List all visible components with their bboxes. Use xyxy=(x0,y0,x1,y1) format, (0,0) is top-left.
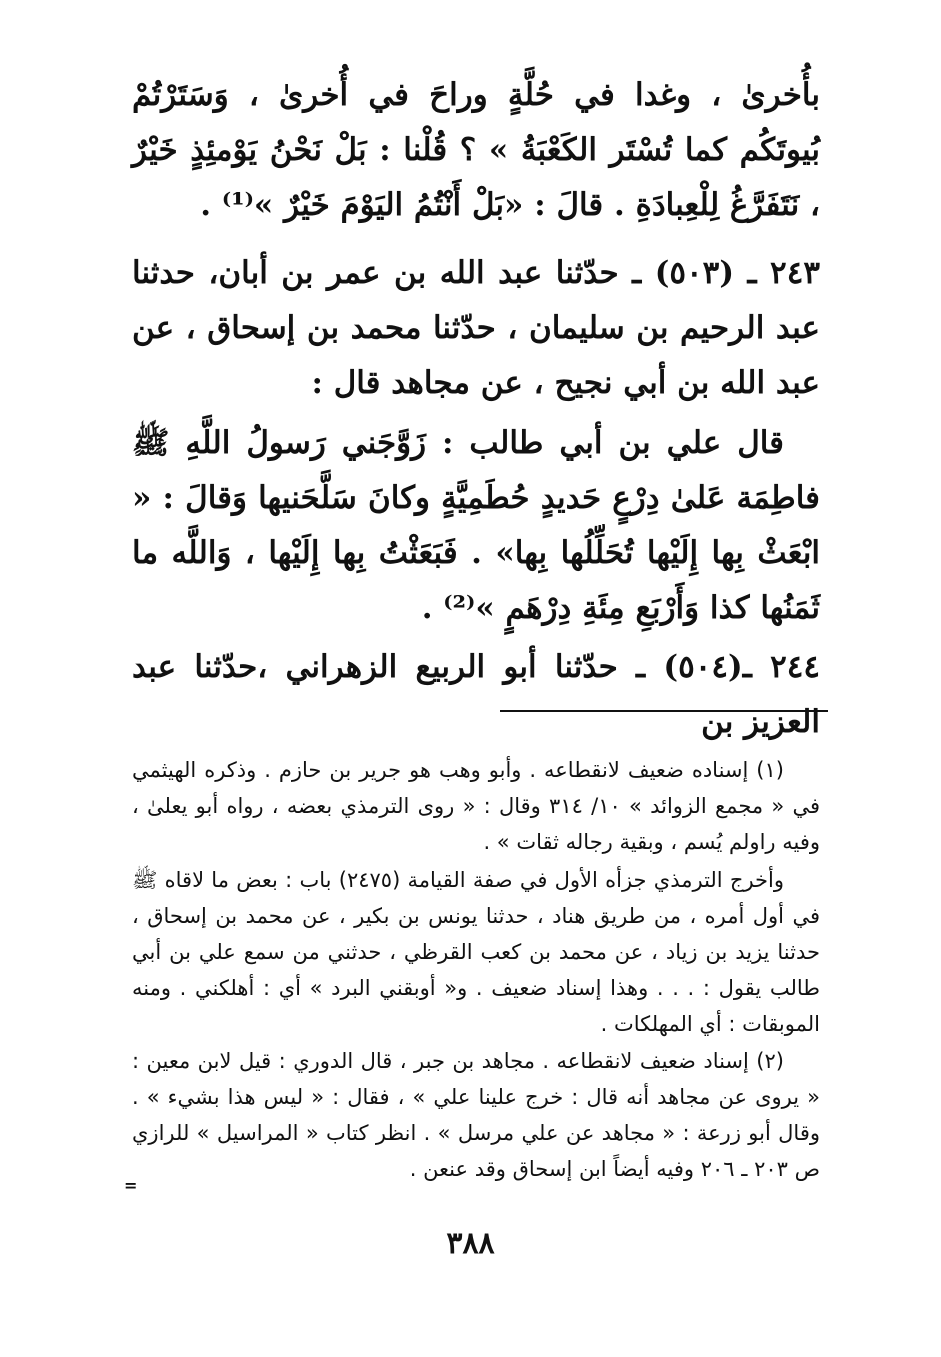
footnote-1-continuation xyxy=(132,862,820,1042)
footnote-1 xyxy=(132,752,820,860)
hadith-243-isnad: ٢٤٣ ـ (٥٠٣) ـ حدّثنا عبد الله بن عمر بن أبان، حدثنا عبد الرحيم بن سليمان ، حدّثنا محمد بن إسحاق ، عن عبد الله بن أبي نجيح ، عن مجاهد قال : xyxy=(132,255,820,401)
footnote-1-text: (١) إسناده ضعيف لانقطاعه . وأبو وهب هو جرير بن حازم . وذكره الهيثمي في « مجمع الزوائد » ١٠/ ٣١٤ وقال : « روى الترمذي بعضه ، رواه أبو يعلىٰ ، وفيه راولم يُسم ، وبقية رجاله ثقات » . xyxy=(132,758,820,854)
main-text-block-3 xyxy=(132,416,820,636)
footnote-2 xyxy=(132,1043,820,1187)
page-number: ٣٨٨ xyxy=(446,1226,495,1261)
hadith-text-paragraph: بأُخرىٰ ، وغدا في حُلَّةٍ وراحَ في أُخرىٰ ، وَسَتَرْتُمْ بُيوتَكُم كما تُسْتَر الكَعْبَةُ » ؟ قُلْنا : بَلْ نَحْنُ يَوْمئِذٍ خَيْرٌ ، نَتَفَرَّغُ لِلْعِبادَةِ . قالَ : «بَلْ أَنْتُمُ اليَوْمَ خَيْرٌ »⁽¹⁾ . xyxy=(132,77,820,223)
main-text-block-1 xyxy=(132,68,820,233)
hadith-244-isnad: ٢٤٤ ـ(٥٠٤) ـ حدّثنا أبو الربيع الزهراني ،حدّثنا عبد العزيز بن xyxy=(132,649,821,740)
main-text-block-2 xyxy=(132,246,820,411)
footnote-2-text: (٢) إسناد ضعيف لانقطاعه . مجاهد بن جبر ، قال الدوري : قيل لابن معين : « يروى عن مجاهد أنه قال : خرج علينا علي » ، فقال : « ليس هذا بشيء » . وقال أبو زرعة : « مجاهد عن علي مرسل » . انظر كتاب « المراسيل » للرازي ص ٢٠٣ ـ ٢٠٦ وفيه أيضاً ابن إسحاق وقد عنعن . xyxy=(132,1049,820,1181)
footnote-separator-rule xyxy=(500,710,828,712)
hadith-243-matn: قال علي بن أبي طالب : زَوَّجَني رَسولُ اللَّهِ ﷺ فاطِمَة عَلىٰ دِرْعٍ حَديدٍ حُطَمِيَّةٍ وكانَ سَلَّحَنيها وَقالَ : « ابْعَثْ بِها إِلَيْها تُحَلِّلُها بِها» . فَبَعَثْتُ بِها إِلَيْها ، وَاللَّه ما ثَمَنُها كذا وَأَرْبَعِ مِئَةِ دِرْهَمٍ »⁽²⁾ . xyxy=(132,425,820,626)
footnote-1-continuation-text: وأخرج الترمذي جزأه الأول في صفة القيامة (٢٤٧٥) باب : بعض ما لاقاه ﷺ في أول أمره ، من طريق هناد ، حدثنا يونس بن بكير ، عن محمد بن إسحاق ، حدثنا يزيد بن زياد ، عن محمد بن كعب القرظي ، حدثني من سمع علي بن أبي طالب يقول : . . . وهذا إسناد ضعيف . و« أوبقني البرد » أي : أهلكني . ومنه الموبقات : أي المهلكات . xyxy=(132,868,820,1036)
main-text-block-4 xyxy=(132,640,820,750)
continuation-mark: = xyxy=(124,1176,138,1195)
